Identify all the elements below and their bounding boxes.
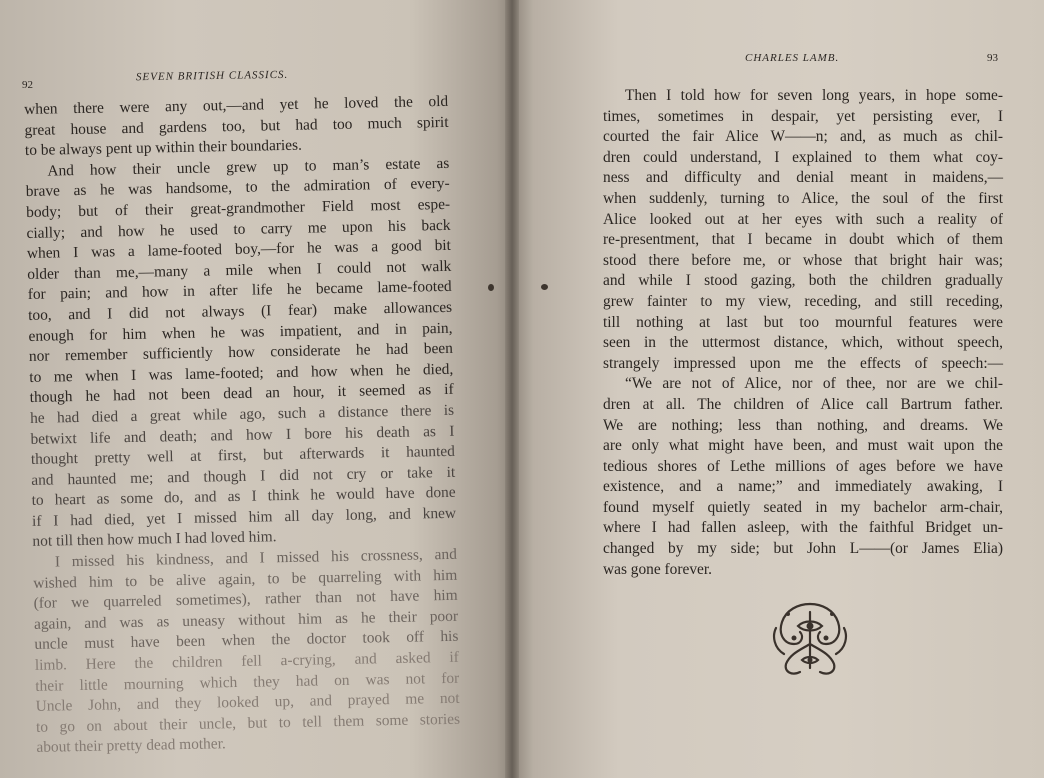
text-line: and while I stood gazing, both the children gradually	[603, 272, 1003, 290]
text-line: to me when I was lame-footed; and how when he died,	[29, 360, 454, 386]
text-line: Uncle John, and they looked up, and prayed me not	[35, 689, 460, 716]
right-body-text	[603, 86, 1003, 580]
text-line: and haunted me; and though I did not cry or take it	[31, 463, 456, 489]
text-line: tedious shores of Lethe millions of ages before we have	[603, 457, 1003, 475]
text-line: stood there before me, or whose that bright hair was;	[603, 251, 1003, 269]
text-line: grew fainter to my view, receding, and still receding,	[603, 292, 1003, 310]
left-page-number: 92	[22, 79, 33, 91]
text-line: to heart as some do, and as I think he would have done	[31, 484, 456, 510]
text-line: Then I told how for seven long years, in hope some-	[625, 87, 1003, 104]
text-line: ness and difficulty and denial meant in maidens,—	[603, 169, 1003, 187]
text-line: are only what might have been, and must wait upon the	[603, 437, 1003, 455]
text-line: when there were any out,—and yet he loved the old	[24, 92, 449, 118]
text-line: if I had died, yet I missed him all day long, and knew	[31, 504, 457, 530]
text-line: thought pretty well at first, but afterwards it haunted	[30, 442, 455, 469]
text-line: strangely impressed upon me the effects of speech:—	[603, 354, 1003, 372]
right-running-head: CHARLES LAMB.	[745, 52, 840, 64]
text-line: he had died a great while ago, such a distance there is	[29, 401, 455, 427]
book-gutter	[505, 0, 519, 778]
text-line: to be always pent up within their boundaries.	[24, 136, 303, 160]
right-page-number: 93	[987, 52, 998, 64]
text-line: “We are not of Alice, nor of thee, nor are we chil-	[625, 375, 1003, 393]
text-line: changed by my side; but John L——(or James Elia)	[603, 540, 1003, 558]
text-line: where I had fallen asleep, with the faithful Bridget un-	[603, 519, 1003, 537]
text-line: for pain; and how in after life he became lame-footed	[27, 278, 452, 304]
text-line: not till then how much I had loved him.	[32, 528, 277, 551]
text-line: seen in the uttermost distance, which, without speech,	[603, 334, 1003, 352]
text-line: existence, and a name;” and immediately awaking, I	[603, 478, 1003, 496]
text-line: though he had not been dead an hour, it seemed as if	[29, 381, 454, 407]
text-line: I missed his kindness, and I missed his crossness, and	[54, 545, 457, 571]
text-line: And how their uncle grew up to man’s estate as	[47, 154, 450, 180]
paper-speck	[488, 284, 494, 291]
paper-speck	[541, 284, 548, 290]
text-line: when suddenly, turning to Alice, the soul of the first	[603, 189, 1003, 207]
text-line: was gone forever.	[603, 560, 712, 578]
text-line: dren could understand, I explained to them what coy-	[603, 148, 1003, 166]
left-body-text	[24, 92, 461, 759]
text-line: about their pretty dead mother.	[36, 735, 226, 757]
text-line: enough for him when he was impatient, and in pain,	[28, 319, 453, 345]
text-line: uncle must have been when the doctor took off his	[34, 628, 459, 654]
text-line: to go on about their uncle, but to tell them some stories	[35, 710, 461, 736]
text-line: great house and gardens too, but had too much spirit	[24, 113, 449, 139]
text-line: found myself quietly seated in my bachelor arm-chair,	[603, 498, 1003, 516]
text-line: We are nothing; less than nothing, and dreams. We	[603, 416, 1003, 434]
left-running-head: SEVEN BRITISH CLASSICS.	[135, 68, 289, 84]
text-line: courted the fair Alice W——n; and, as much as chil-	[603, 128, 1003, 146]
text-line: wished him to be alive again, to be quarreling with him	[33, 566, 458, 592]
text-line: limb. Here the children fell a-crying, and asked if	[34, 648, 459, 674]
left-page	[0, 0, 512, 778]
text-line: older than me,—many a mile when I could not walk	[27, 257, 452, 283]
text-line: times, sometimes in despair, yet persisting ever, I	[603, 107, 1003, 125]
text-line: re-presentment, that I became in doubt which of them	[603, 231, 1003, 249]
text-line: Alice looked out at her eyes with such a reality of	[603, 210, 1003, 228]
text-line: when I was a lame-footed boy,—for he was a good bit	[26, 236, 452, 263]
text-line: brave as he was handsome, to the admiration of every-	[25, 175, 450, 201]
text-line: their little mourning which they had on was not for	[35, 669, 460, 695]
right-page	[512, 0, 1044, 778]
text-line: dren at all. The children of Alice call Bartrum father.	[603, 395, 1003, 413]
text-line: too, and I did not always (I fear) make allowances	[27, 298, 453, 324]
text-line: again, and was as uneasy without him as he their poor	[33, 607, 459, 633]
text-line: nor remember sufficiently how considerate he had been	[28, 339, 454, 366]
text-line: till nothing at last but too mournful features were	[603, 313, 1003, 331]
text-line: body; but of their great-grandmother Field most espe-	[25, 195, 451, 221]
text-line: cially; and how he used to carry me upon his back	[26, 216, 451, 242]
floral-tailpiece-icon	[768, 598, 852, 680]
text-line: betwixt life and death; and how I bore his death as I	[30, 422, 455, 448]
text-line: (for we quarreled sometimes), rather than not have him	[33, 587, 458, 613]
